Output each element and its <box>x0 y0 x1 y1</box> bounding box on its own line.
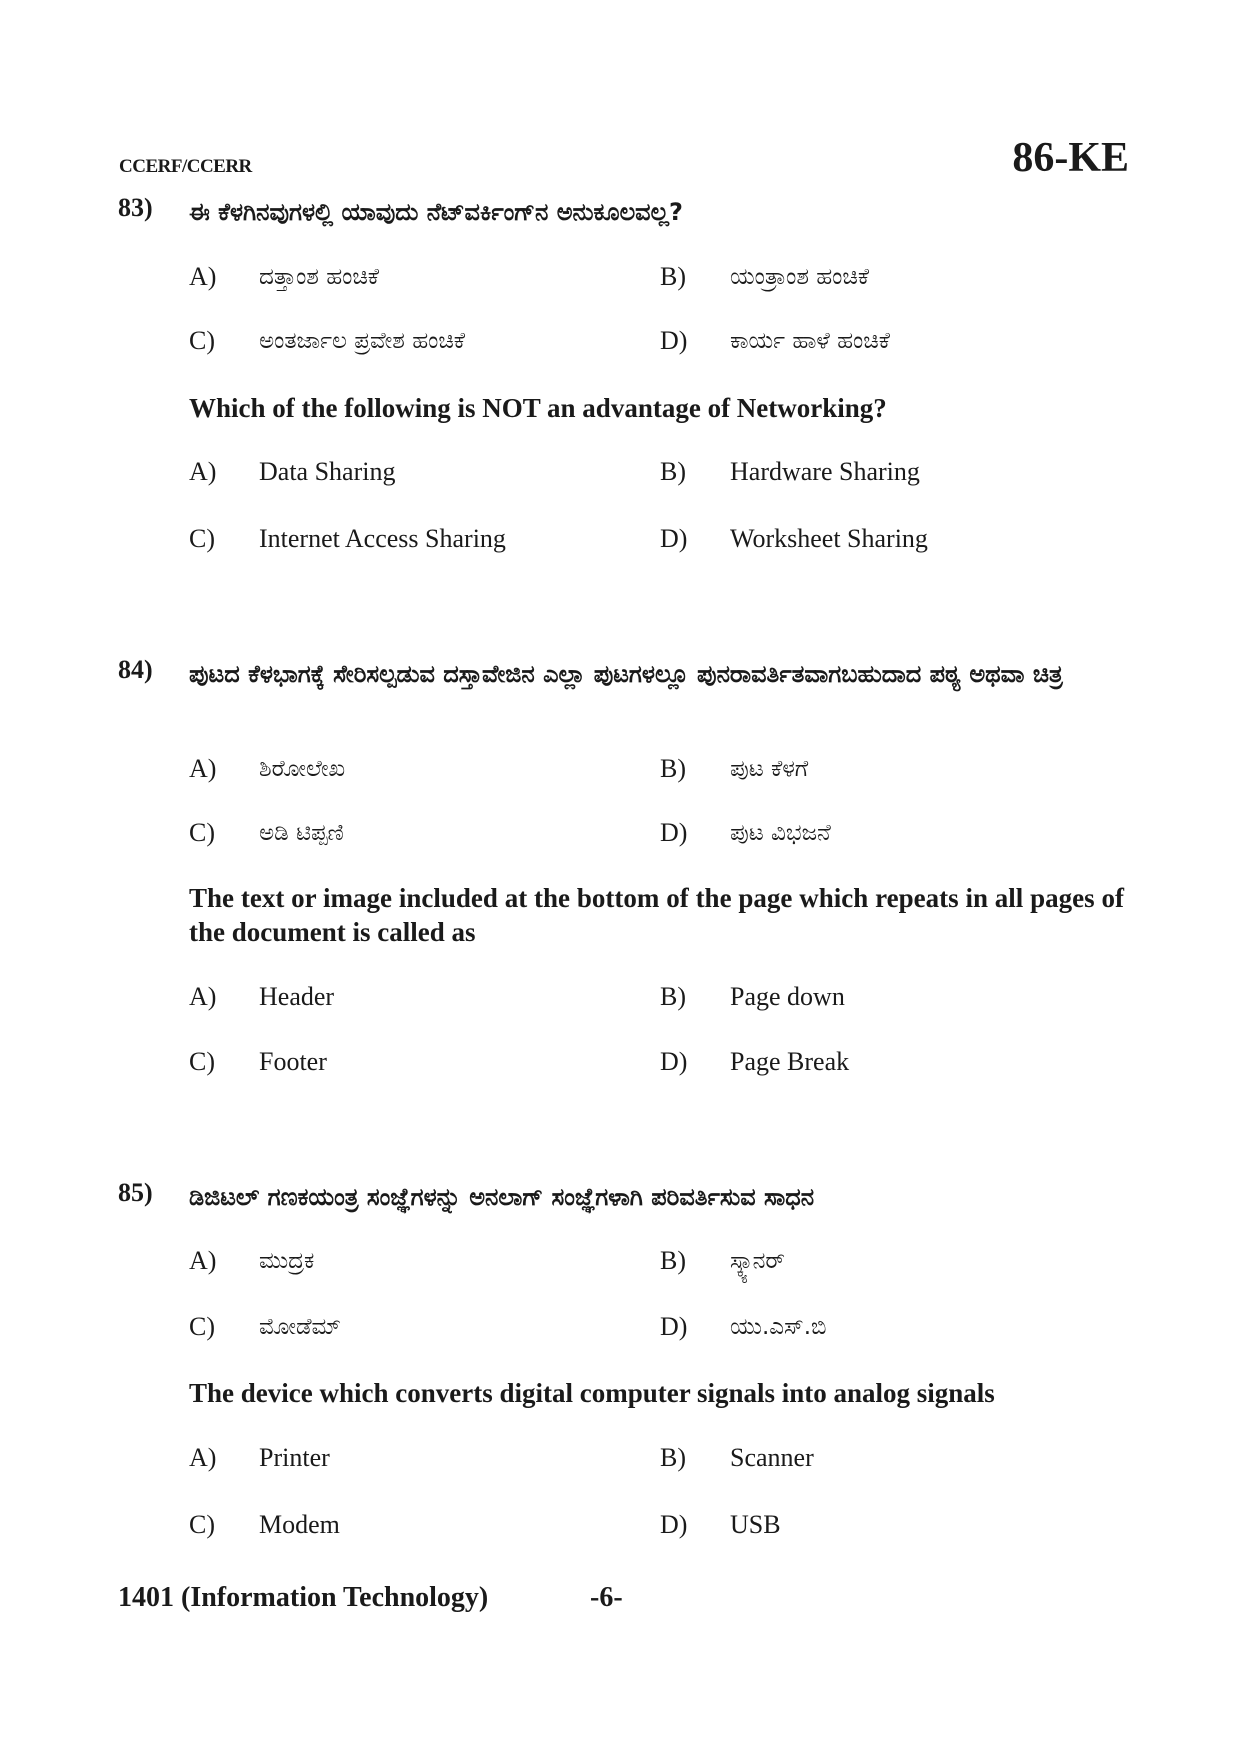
option-text: ದತ್ತಾಂಶ ಹಂಚಿಕೆ <box>259 264 380 290</box>
option-label: C) <box>189 326 215 355</box>
option-label: D) <box>660 326 688 355</box>
option-label: C) <box>189 524 215 553</box>
question-text-english: Which of the following is NOT an advantage of Networking? <box>189 393 887 423</box>
option-text: Hardware Sharing <box>730 457 920 486</box>
option-text: Modem <box>259 1510 340 1539</box>
option-label: D) <box>660 524 688 553</box>
option-text: Worksheet Sharing <box>730 524 928 553</box>
option-text: ಸ್ಕ್ಯಾನರ್ <box>730 1248 785 1274</box>
option-text: ಅಂತರ್ಜಾಲ ಪ್ರವೇಶ ಹಂಚಿಕೆ <box>259 328 466 354</box>
question-number: 84) <box>118 655 153 684</box>
option-label: D) <box>660 1047 688 1076</box>
page-number: -6- <box>590 1582 623 1613</box>
option-text: Page down <box>730 982 845 1011</box>
question-text-english: The text or image included at the bottom of the page which repeats in all pages of the document is called as <box>189 883 1124 947</box>
option-label: B) <box>660 982 686 1011</box>
option-label: D) <box>660 1510 688 1539</box>
option-text: Internet Access Sharing <box>259 524 506 553</box>
option-text: Scanner <box>730 1443 814 1472</box>
option-text: ಪುಟ ಕೆಳಗೆ <box>730 756 809 782</box>
option-text: ಮೋಡೆಮ್ <box>259 1314 341 1340</box>
question-text-kannada: ಈ ಕೆಳಗಿನವುಗಳಲ್ಲಿ ಯಾವುದು ನೆಟ್‌ವರ್ಕಿಂಗ್‌ನ ಅನುಕೂಲವಲ್ಲ? <box>189 198 683 226</box>
option-label: A) <box>189 1443 217 1472</box>
option-label: A) <box>189 1246 217 1275</box>
option-label: A) <box>189 262 217 291</box>
question-text-kannada: ಪುಟದ ಕೆಳಭಾಗಕ್ಕೆ ಸೇರಿಸಲ್ಪಡುವ ದಸ್ತಾವೇಜಿನ ಎಲ್ಲಾ ಪುಟಗಳಲ್ಲೂ ಪುನರಾವರ್ತಿತವಾಗಬಹುದಾದ ಪಠ್ಯ ಅಥವಾ ಚಿತ್ರ <box>189 660 1063 688</box>
series-code: CCERF/CCERR <box>119 156 252 177</box>
option-text: ಅಡಿ ಟಿಪ್ಪಣಿ <box>259 820 344 846</box>
footer-subject: 1401 (Information Technology) <box>118 1582 489 1613</box>
option-label: A) <box>189 982 217 1011</box>
option-label: C) <box>189 1312 215 1341</box>
option-label: B) <box>660 1443 686 1472</box>
option-label: C) <box>189 1510 215 1539</box>
option-text: Printer <box>259 1443 330 1472</box>
option-label: A) <box>189 457 217 486</box>
option-label: C) <box>189 818 215 847</box>
option-label: D) <box>660 1312 688 1341</box>
question-text-english: The device which converts digital computer signals into analog signals <box>189 1378 995 1408</box>
paper-code: 86-KE <box>1012 135 1129 181</box>
question-text-kannada: ಡಿಜಿಟಲ್ ಗಣಕಯಂತ್ರ ಸಂಜ್ಞೆಗಳನ್ನು ಅನಲಾಗ್ ಸಂಜ್ಞೆಗಳಾಗಿ ಪರಿವರ್ತಿಸುವ ಸಾಧನ <box>189 1183 815 1211</box>
option-text: Page Break <box>730 1047 850 1076</box>
option-text: ಮುದ್ರಕ <box>259 1248 315 1274</box>
option-label: B) <box>660 1246 686 1275</box>
question-number: 83) <box>118 193 153 222</box>
option-label: D) <box>660 818 688 847</box>
option-text: USB <box>730 1510 781 1539</box>
option-text: ಕಾರ್ಯ ಹಾಳೆ ಹಂಚಿಕೆ <box>730 328 890 354</box>
option-text: ಪುಟ ವಿಭಜನೆ <box>730 820 831 846</box>
question-number: 85) <box>118 1178 153 1207</box>
option-label: B) <box>660 754 686 783</box>
option-text: Footer <box>259 1047 327 1076</box>
option-text: ಯಂತ್ರಾಂಶ ಹಂಚಿಕೆ <box>730 264 870 290</box>
option-label: C) <box>189 1047 215 1076</box>
option-text: ಯು.ಎಸ್.ಬಿ <box>730 1314 827 1340</box>
option-text: ಶಿರೋಲೇಖ <box>259 756 346 782</box>
option-text: Header <box>259 982 335 1011</box>
option-label: A) <box>189 754 217 783</box>
option-label: B) <box>660 457 686 486</box>
option-label: B) <box>660 262 686 291</box>
option-text: Data Sharing <box>259 457 396 486</box>
